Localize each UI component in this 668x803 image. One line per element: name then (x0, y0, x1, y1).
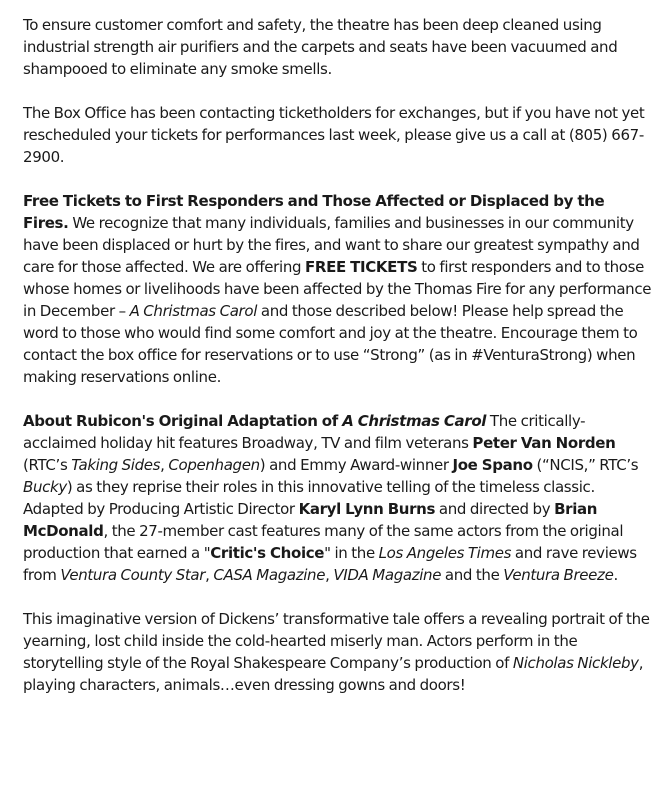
about-text-14: . (613, 566, 618, 584)
play-copenhagen: Copenhagen (168, 456, 260, 474)
article-body (23, 14, 653, 696)
paragraph-box-office (23, 102, 653, 168)
cleaning-text: To ensure customer comfort and safety, the theatre has been deep cleaned using industrial strength air purifiers and the carpets and seats have been vacuumed and shampooed to eliminate any smoke smells. (23, 16, 618, 78)
pub-la-times: Los Angeles Times (378, 544, 512, 562)
play-taking-sides: Taking Sides (71, 456, 161, 474)
about-text-10: and rave reviews from (23, 544, 637, 584)
free-tickets-bold: FREE TICKETS (304, 258, 418, 276)
actor-joe-spano: Joe Spano (452, 456, 533, 474)
person-brian-mcdonald: Brian McDonald (23, 500, 598, 540)
about-text-8: , the 27-member cast features many of the same actors from the original production that earned a " (23, 522, 624, 562)
about-text-1: The critically-acclaimed holiday hit features Broadway, TV and film veterans (23, 412, 586, 452)
paragraph-about (23, 410, 653, 586)
about-text-3: , (160, 456, 169, 474)
paragraph-free-tickets (23, 190, 653, 388)
imaginative-text-1: This imaginative version of Dickens’ transformative tale offers a revealing portrait of the yearning, lost child inside the cold-hearted miserly man. Actors perform in the storytelling style of the Royal Shakespeare Company’s production of (23, 610, 650, 672)
person-karyl-lynn-burns: Karyl Lynn Burns (298, 500, 436, 518)
about-heading (23, 412, 486, 430)
pub-ventura-county-star: Ventura County Star (60, 566, 206, 584)
critics-choice: Critic's Choice (210, 544, 325, 562)
free-tickets-text-1: We recognize that many individuals, families and businesses in our community have been displaced or hurt by the fires, and want to share our greatest sympathy and care for those affected. We are offering (23, 214, 640, 276)
about-text-11: , (205, 566, 214, 584)
about-heading-prefix: About Rubicon's Original Adaptation of (23, 412, 343, 430)
pub-ventura-breeze: Ventura Breeze (503, 566, 614, 584)
about-text-6: ) as they reprise their roles in this innovative telling of the timeless classic. Adapted by Producing Artistic Director (23, 478, 595, 518)
box-office-text: The Box Office has been contacting ticketholders for exchanges, but if you have not yet rescheduled your tickets for performances last week, please give us a call at (805) 667-2900. (23, 104, 645, 166)
pub-casa-magazine: CASA Magazine (213, 566, 326, 584)
free-tickets-text-2: to first responders and to those whose homes or livelihoods have been affected by the Thomas Fire for any performance in December – (23, 258, 652, 320)
play-bucky: Bucky (23, 478, 67, 496)
about-text-12: , (325, 566, 334, 584)
about-text-13: and the (441, 566, 504, 584)
about-text-9: " in the (324, 544, 379, 562)
paragraph-imaginative (23, 608, 653, 696)
about-text-4: ) and Emmy Award-winner (259, 456, 453, 474)
free-tickets-heading: Free Tickets to First Responders and Those Affected or Displaced by the Fires. (23, 192, 605, 232)
play-nicholas-nickleby: Nicholas Nickleby (512, 654, 639, 672)
about-text-5: (“NCIS,” RTC’s (532, 456, 639, 474)
free-tickets-text-3: and those described below! Please help spread the word to those who would find some comfort and joy at the theatre. Encourage them to contact the box office for reservations or to use “Strong” (as in #VenturaStrong) when making reservations online. (23, 302, 638, 386)
imaginative-text-2: , playing characters, animals…even dressing gowns and doors! (23, 654, 644, 694)
about-heading-title: A Christmas Carol (342, 412, 487, 430)
about-text-2: (RTC’s (23, 456, 72, 474)
show-title: A Christmas Carol (129, 302, 258, 320)
about-text-7: and directed by (435, 500, 555, 518)
paragraph-cleaning (23, 14, 653, 80)
pub-vida-magazine: VIDA Magazine (333, 566, 442, 584)
actor-peter-van-norden: Peter Van Norden (472, 434, 616, 452)
